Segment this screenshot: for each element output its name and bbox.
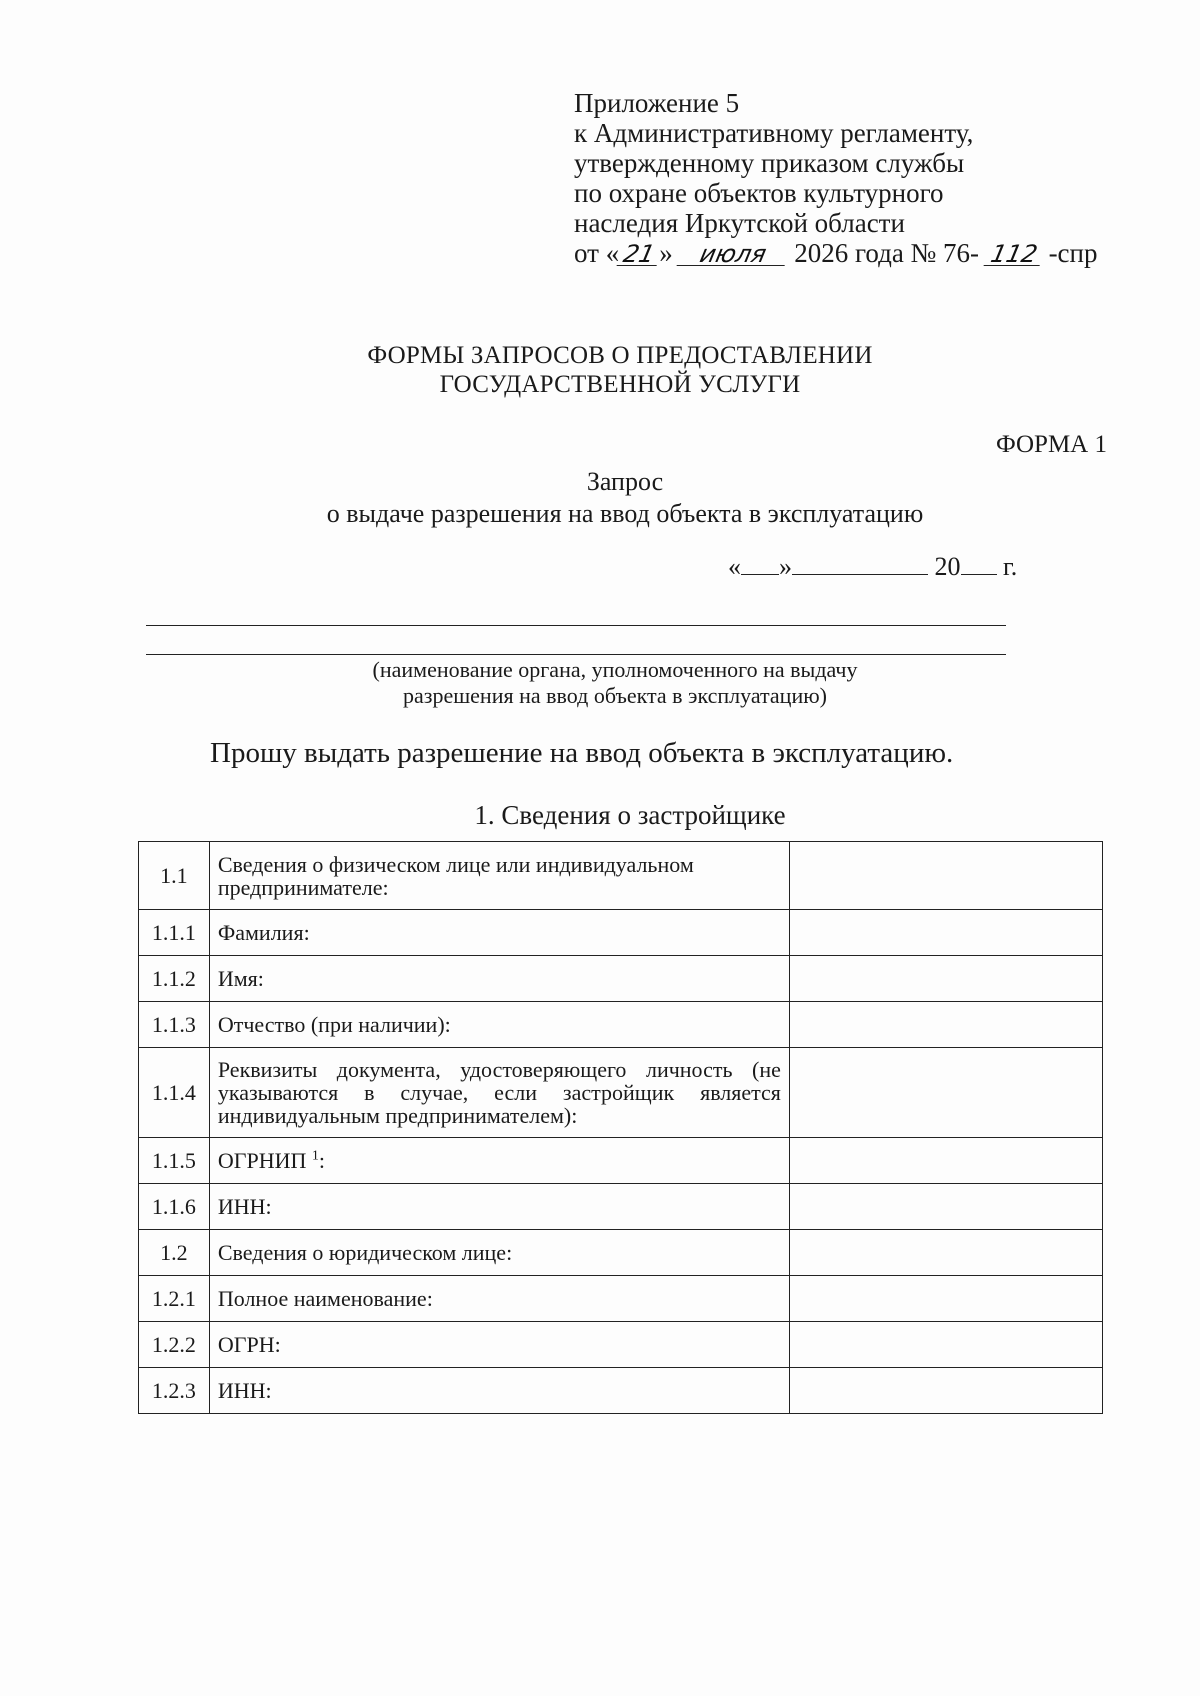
- date-mid: »: [659, 238, 673, 268]
- row-label: ИНН:: [209, 1368, 789, 1414]
- developer-info-table: [138, 841, 1103, 1414]
- row-number: 1.1.2: [139, 956, 210, 1002]
- row-number: 1.2: [139, 1230, 210, 1276]
- table-row: [139, 842, 1103, 910]
- month-blank[interactable]: [792, 554, 928, 575]
- table-row: [139, 1048, 1103, 1138]
- row-value-cell[interactable]: [789, 1368, 1102, 1414]
- row-label: Имя:: [209, 956, 789, 1002]
- appendix-line-4: по охране объектов культурного: [574, 178, 944, 208]
- handwritten-day: 21: [617, 243, 662, 266]
- row-number: 1.1.4: [139, 1048, 210, 1138]
- row-number: 1.1.3: [139, 1002, 210, 1048]
- request-text: Прошу выдать разрешение на ввод объекта в эксплуатацию.: [210, 737, 954, 769]
- footnote-marker: 1: [311, 1148, 319, 1164]
- table-row: [139, 1184, 1103, 1230]
- table-row: [139, 1002, 1103, 1048]
- row-label: Реквизиты документа, удостоверяющего личность (не указываются в случае, если застройщик является индивидуальным предпринимателем):: [209, 1048, 789, 1138]
- row-number: 1.2.2: [139, 1322, 210, 1368]
- request-title: [250, 466, 1000, 530]
- section-heading: 1. Сведения о застройщике: [474, 800, 786, 830]
- request-title-line-2: о выдаче разрешения на ввод объекта в эксплуатацию: [326, 499, 924, 528]
- year-suffix: г.: [1003, 552, 1018, 581]
- ogrnip-label: ОГРНИП: [217, 1148, 307, 1173]
- form-label: ФОРМА 1: [995, 431, 1107, 458]
- row-value-cell[interactable]: [789, 842, 1102, 910]
- row-label: Отчество (при наличии):: [209, 1002, 789, 1048]
- org-caption-line-2: разрешения на ввод объекта в эксплуатацию): [403, 683, 827, 708]
- row-label: ИНН:: [209, 1184, 789, 1230]
- order-suffix: -спр: [1048, 238, 1098, 268]
- row-value-cell[interactable]: [789, 1138, 1102, 1184]
- table-row: [139, 956, 1103, 1002]
- row-number: 1.2.1: [139, 1276, 210, 1322]
- date-year-text: 2026 года № 76-: [794, 238, 980, 268]
- row-value-cell[interactable]: [789, 1002, 1102, 1048]
- table-row: [139, 1322, 1103, 1368]
- forms-title-line-1: ФОРМЫ ЗАПРОСОВ О ПРЕДОСТАВЛЕНИИ: [367, 342, 873, 369]
- row-label: ОГРН:: [209, 1322, 789, 1368]
- date-open-quote: «: [728, 552, 741, 581]
- row-value-cell[interactable]: [789, 1048, 1102, 1138]
- row-value-cell[interactable]: [789, 1276, 1102, 1322]
- row-value-cell[interactable]: [789, 1184, 1102, 1230]
- handwritten-order-number: 112: [983, 243, 1044, 266]
- row-value-cell[interactable]: [789, 1230, 1102, 1276]
- appendix-line-1: Приложение 5: [574, 88, 740, 118]
- table-row: [139, 1276, 1103, 1322]
- row-number: 1.1.6: [139, 1184, 210, 1230]
- row-number: 1.2.3: [139, 1368, 210, 1414]
- table-row: [139, 1138, 1103, 1184]
- org-caption: [300, 657, 930, 709]
- row-number: 1.1: [139, 842, 210, 910]
- date-prefix: от «: [574, 238, 620, 268]
- row-value-cell[interactable]: [789, 910, 1102, 956]
- table-row: [139, 910, 1103, 956]
- forms-title-line-2: ГОСУДАРСТВЕННОЙ УСЛУГИ: [439, 371, 801, 398]
- row-value-cell[interactable]: [789, 1322, 1102, 1368]
- year-blank[interactable]: [961, 554, 997, 575]
- appendix-date-line: [574, 238, 1134, 268]
- day-blank[interactable]: [741, 554, 779, 575]
- appendix-line-3: утвержденному приказом службы: [574, 148, 965, 178]
- table-row: [139, 1230, 1103, 1276]
- row-number: 1.1.1: [139, 910, 210, 956]
- org-caption-line-1: (наименование органа, уполномоченного на выдачу: [372, 657, 858, 682]
- table-row: [139, 1368, 1103, 1414]
- year-prefix: 20: [934, 552, 961, 581]
- row-label: Сведения о физическом лице или индивидуальном предпринимателе:: [209, 842, 789, 910]
- appendix-reference: [574, 88, 1134, 268]
- org-name-line-1[interactable]: [146, 625, 1006, 626]
- appendix-line-2: к Административному регламенту,: [574, 118, 974, 148]
- ogrnip-colon: :: [318, 1148, 325, 1173]
- handwritten-month: июля: [677, 243, 790, 266]
- date-fill-line: [728, 552, 1017, 582]
- row-label: Фамилия:: [209, 910, 789, 956]
- row-label: Сведения о юридическом лице:: [209, 1230, 789, 1276]
- row-value-cell[interactable]: [789, 956, 1102, 1002]
- row-label: Полное наименование:: [209, 1276, 789, 1322]
- appendix-line-5: наследия Иркутской области: [574, 208, 905, 238]
- row-label: [209, 1138, 789, 1184]
- row-number: 1.1.5: [139, 1138, 210, 1184]
- org-name-line-2[interactable]: [146, 654, 1006, 655]
- request-title-line-1: Запрос: [586, 467, 664, 496]
- forms-title: [300, 341, 940, 399]
- date-close-quote: »: [779, 552, 792, 581]
